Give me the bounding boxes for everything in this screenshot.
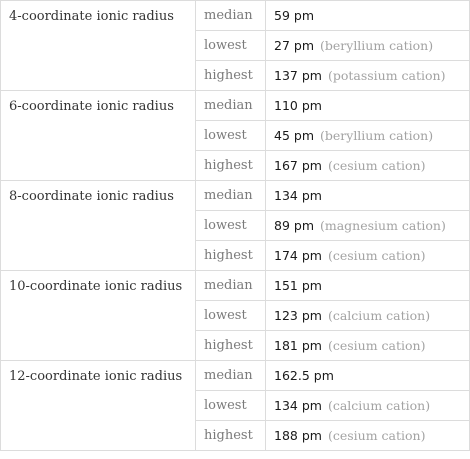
stat-label: lowest [196,391,266,421]
value-text: 174 pm [274,248,322,263]
value-cell [266,301,470,331]
table-row [1,91,470,121]
stat-label: highest [196,151,266,181]
group-label: 12-coordinate ionic radius [1,361,196,451]
stat-label: highest [196,331,266,361]
element-note: (calcium cation) [327,308,431,323]
stat-label: lowest [196,211,266,241]
group-label: 4-coordinate ionic radius [1,1,196,91]
stat-label: highest [196,241,266,271]
element-note: (calcium cation) [327,398,431,413]
stat-label: lowest [196,31,266,61]
value-text: 162.5 pm [274,368,334,383]
table-row [1,271,470,301]
value-text: 110 pm [274,98,322,113]
value-text: 181 pm [274,338,322,353]
group-label: 8-coordinate ionic radius [1,181,196,271]
value-text: 134 pm [274,398,322,413]
value-cell [266,391,470,421]
stat-label: median [196,1,266,31]
table-row [1,361,470,391]
element-note: (cesium cation) [327,428,426,443]
value-cell [266,331,470,361]
value-cell [266,271,470,301]
group-label: 10-coordinate ionic radius [1,271,196,361]
value-text: 134 pm [274,188,322,203]
stat-label: median [196,181,266,211]
value-cell [266,1,470,31]
value-text: 123 pm [274,308,322,323]
value-cell [266,61,470,91]
value-text: 89 pm [274,218,314,233]
value-text: 59 pm [274,8,314,23]
value-text: 188 pm [274,428,322,443]
stat-label: lowest [196,301,266,331]
element-note: (beryllium cation) [320,38,434,53]
stat-label: highest [196,421,266,451]
value-cell [266,361,470,391]
value-cell [266,421,470,451]
element-note: (cesium cation) [327,248,426,263]
element-note: (cesium cation) [327,158,426,173]
table-row [1,181,470,211]
group-label: 6-coordinate ionic radius [1,91,196,181]
value-cell [266,121,470,151]
value-cell [266,181,470,211]
table-row [1,1,470,31]
element-note: (potassium cation) [327,68,446,83]
element-note: (beryllium cation) [320,128,434,143]
stat-label: median [196,271,266,301]
value-cell [266,241,470,271]
stat-label: median [196,361,266,391]
value-cell [266,91,470,121]
value-text: 27 pm [274,38,314,53]
value-cell [266,211,470,241]
element-note: (magnesium cation) [320,218,446,233]
stat-label: highest [196,61,266,91]
element-note: (cesium cation) [327,338,426,353]
stat-label: lowest [196,121,266,151]
stat-label: median [196,91,266,121]
table-body [1,1,470,451]
value-text: 167 pm [274,158,322,173]
value-cell [266,31,470,61]
value-cell [266,151,470,181]
value-text: 45 pm [274,128,314,143]
value-text: 151 pm [274,278,322,293]
value-text: 137 pm [274,68,322,83]
